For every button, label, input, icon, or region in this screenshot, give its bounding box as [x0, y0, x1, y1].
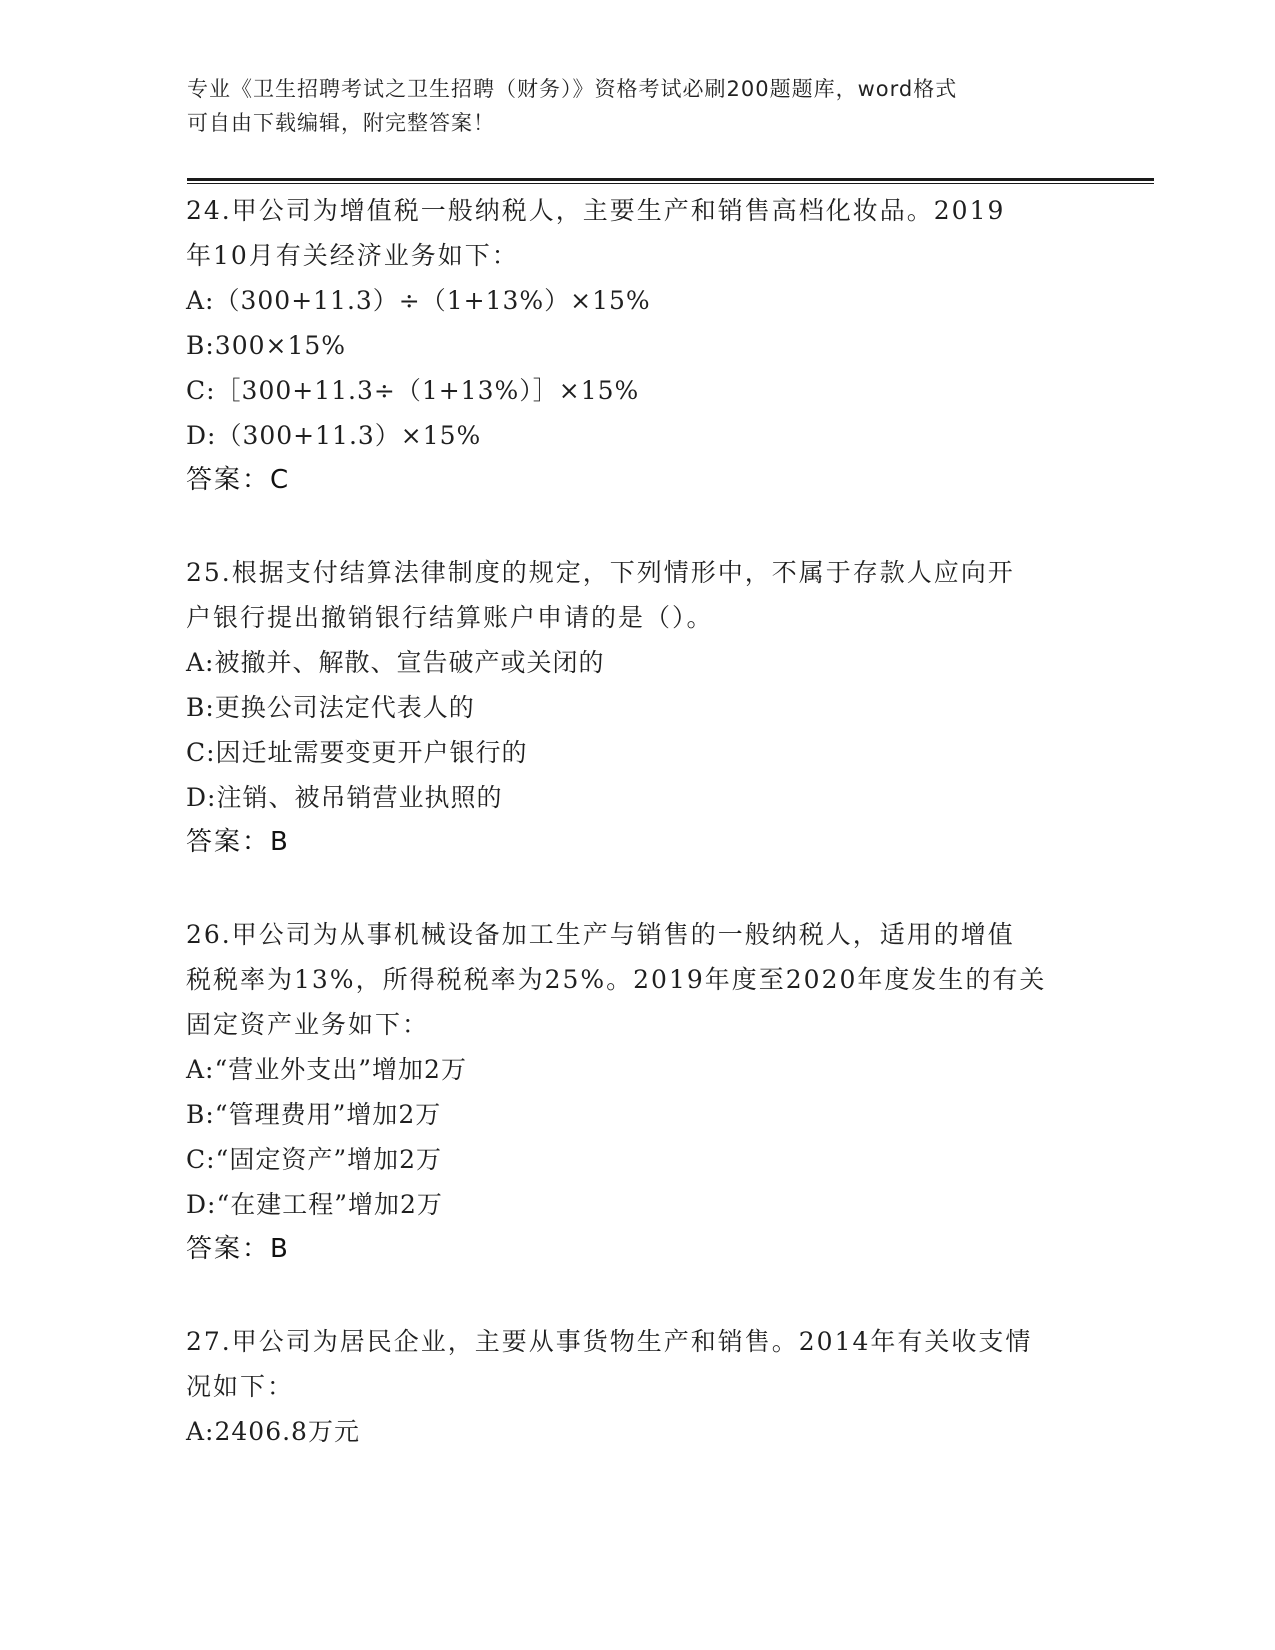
answer-line: 答案：C	[186, 465, 291, 495]
question-24	[186, 188, 1086, 503]
option-a: A:（300+11.3）÷（1+13%）×15%	[186, 286, 651, 315]
question-text-line: 税税率为13%，所得税税率为25%。2019年度至2020年度发生的有关	[186, 965, 1047, 994]
header-divider-thick	[187, 178, 1154, 181]
option-a: A:被撤并、解散、宣告破产或关闭的	[186, 648, 605, 677]
option-b: B:300×15%	[186, 331, 347, 360]
option-c: C:因迁址需要变更开户银行的	[186, 738, 528, 767]
question-spacer	[186, 503, 1086, 550]
question-text-line: 26.甲公司为从事机械设备加工生产与销售的一般纳税人，适用的增值	[186, 920, 1015, 949]
question-text-line: 况如下：	[186, 1372, 295, 1401]
question-27	[186, 1319, 1086, 1454]
question-26	[186, 912, 1086, 1272]
question-25	[186, 550, 1086, 865]
option-c: C:［300+11.3÷（1+13%）］×15%	[186, 376, 640, 405]
question-text-line: 27.甲公司为居民企业，主要从事货物生产和销售。2014年有关收支情	[186, 1327, 1033, 1356]
option-c: C:“固定资产”增加2万	[186, 1145, 443, 1174]
header-line-2: 可自由下载编辑，附完整答案！	[187, 111, 495, 135]
answer-line: 答案：B	[186, 1234, 290, 1264]
question-text-line: 固定资产业务如下：	[186, 1010, 430, 1039]
question-list	[186, 188, 1086, 1454]
option-d: D:“在建工程”增加2万	[186, 1190, 443, 1219]
question-text-line: 24.甲公司为增值税一般纳税人，主要生产和销售高档化妆品。2019	[186, 196, 1006, 225]
document-header	[187, 72, 1077, 140]
header-line-1: 专业《卫生招聘考试之卫生招聘（财务）》资格考试必刷200题题库，word格式	[187, 77, 958, 101]
option-d: D:注销、被吊销营业执照的	[186, 783, 503, 812]
option-b: B:“管理费用”增加2万	[186, 1100, 442, 1129]
option-a: A:2406.8万元	[186, 1417, 360, 1446]
option-d: D:（300+11.3）×15%	[186, 421, 482, 450]
option-a: A:“营业外支出”增加2万	[186, 1055, 467, 1084]
question-spacer	[186, 865, 1086, 912]
question-text-line: 年10月有关经济业务如下：	[186, 241, 519, 270]
header-divider-thin	[187, 183, 1154, 184]
option-b: B:更换公司法定代表人的	[186, 693, 475, 722]
answer-line: 答案：B	[186, 827, 290, 857]
question-spacer	[186, 1272, 1086, 1319]
question-text-line: 户银行提出撤销银行结算账户申请的是（）。	[186, 603, 714, 632]
question-text-line: 25.根据支付结算法律制度的规定，下列情形中，不属于存款人应向开	[186, 558, 1015, 587]
